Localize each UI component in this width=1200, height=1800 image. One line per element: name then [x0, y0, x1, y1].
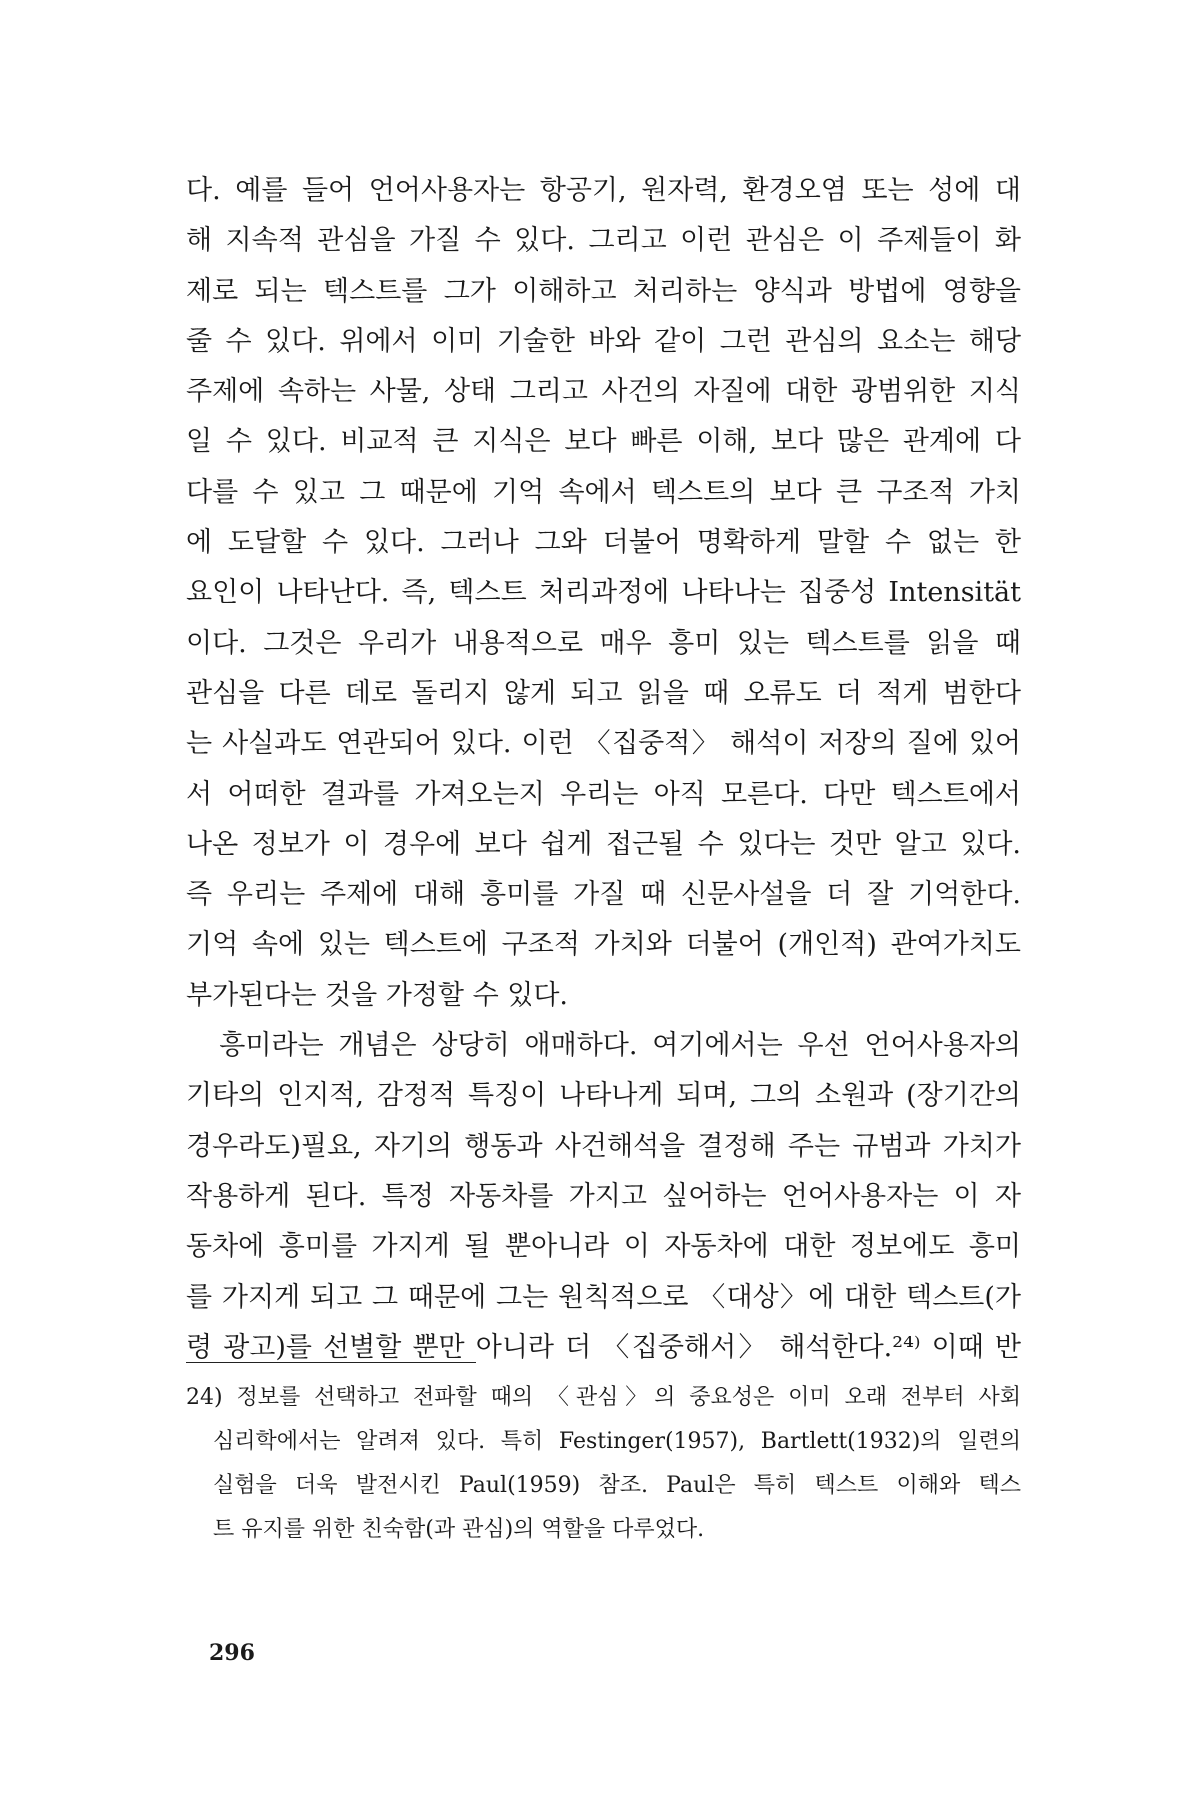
- page-number: 296: [209, 1640, 255, 1666]
- body-text: [186, 166, 1021, 1373]
- body-line: 령 광고)를 선별할 뿐만 아니라 더 〈집중해서〉 해석한다.²⁴⁾ 이때 반: [186, 1331, 1021, 1363]
- footnote-line: 심리학에서는 알려져 있다. 특히 Festinger(1957), Bartlett(1932)의 일련의: [213, 1429, 1021, 1454]
- paragraph-start-line: 흥미라는 개념은 상당히 애매하다. 여기에서는 우선 언어사용자의: [186, 1030, 1021, 1062]
- body-line: 이다. 그것은 우리가 내용적으로 매우 흥미 있는 텍스트를 읽을 때: [186, 627, 1021, 659]
- body-line: 제로 되는 텍스트를 그가 이해하고 처리하는 양식과 방법에 영향을: [186, 275, 1021, 307]
- footnote-24: [186, 1376, 1021, 1552]
- body-line: 작용하게 된다. 특정 자동차를 가지고 싶어하는 언어사용자는 이 자: [186, 1180, 1021, 1212]
- body-line: 기억 속에 있는 텍스트에 구조적 가치와 더불어 (개인적) 관여가치도: [186, 929, 1021, 961]
- body-line: 를 가지게 되고 그 때문에 그는 원칙적으로 〈대상〉에 대한 텍스트(가: [186, 1281, 1021, 1313]
- body-line: 즉 우리는 주제에 대해 흥미를 가질 때 신문사설을 더 잘 기억한다.: [186, 879, 1021, 911]
- body-line: 서 어떠한 결과를 가져오는지 우리는 아직 모른다. 다만 텍스트에서: [186, 778, 1021, 810]
- body-line: 는 사실과도 연관되어 있다. 이런 〈집중적〉 해석이 저장의 질에 있어: [186, 728, 1021, 760]
- body-line: 주제에 속하는 사물, 상태 그리고 사건의 자질에 대한 광범위한 지식: [186, 376, 1021, 408]
- body-line: 동차에 흥미를 가지게 될 뿐아니라 이 자동차에 대한 정보에도 흥미: [186, 1231, 1021, 1263]
- body-line: 관심을 다른 데로 돌리지 않게 되고 읽을 때 오류도 더 적게 범한다: [186, 677, 1021, 709]
- body-line: 해 지속적 관심을 가질 수 있다. 그리고 이런 관심은 이 주제들이 화: [186, 225, 1021, 257]
- footnote-line: 트 유지를 위한 친숙함(과 관심)의 역할을 다루었다.: [213, 1517, 705, 1542]
- body-line: 요인이 나타난다. 즉, 텍스트 처리과정에 나타나는 집중성 Intensität: [186, 577, 1021, 609]
- footnote-line: 24) 정보를 선택하고 전파할 때의 〈관심〉의 중요성은 이미 오래 전부터 사회: [186, 1385, 1021, 1410]
- footnote-line: 실험을 더욱 발전시킨 Paul(1959) 참조. Paul은 특히 텍스트 이해와 텍스: [213, 1473, 1021, 1498]
- footnote-divider: [186, 1362, 476, 1363]
- body-line: 나온 정보가 이 경우에 보다 쉽게 접근될 수 있다는 것만 알고 있다.: [186, 828, 1021, 860]
- body-line: 기타의 인지적, 감정적 특징이 나타나게 되며, 그의 소원과 (장기간의: [186, 1080, 1021, 1112]
- body-line: 경우라도)필요, 자기의 행동과 사건해석을 결정해 주는 규범과 가치가: [186, 1130, 1021, 1162]
- body-line: 일 수 있다. 비교적 큰 지식은 보다 빠른 이해, 보다 많은 관계에 다: [186, 426, 1021, 458]
- body-line: 에 도달할 수 있다. 그러나 그와 더불어 명확하게 말할 수 없는 한: [186, 527, 1021, 559]
- body-line: 줄 수 있다. 위에서 이미 기술한 바와 같이 그런 관심의 요소는 해당: [186, 325, 1021, 357]
- body-line: 다를 수 있고 그 때문에 기억 속에서 텍스트의 보다 큰 구조적 가치: [186, 476, 1021, 508]
- paragraph-end-line: 부가된다는 것을 가정할 수 있다.: [186, 979, 568, 1011]
- body-line: 다. 예를 들어 언어사용자는 항공기, 원자력, 환경오염 또는 성에 대: [186, 175, 1021, 206]
